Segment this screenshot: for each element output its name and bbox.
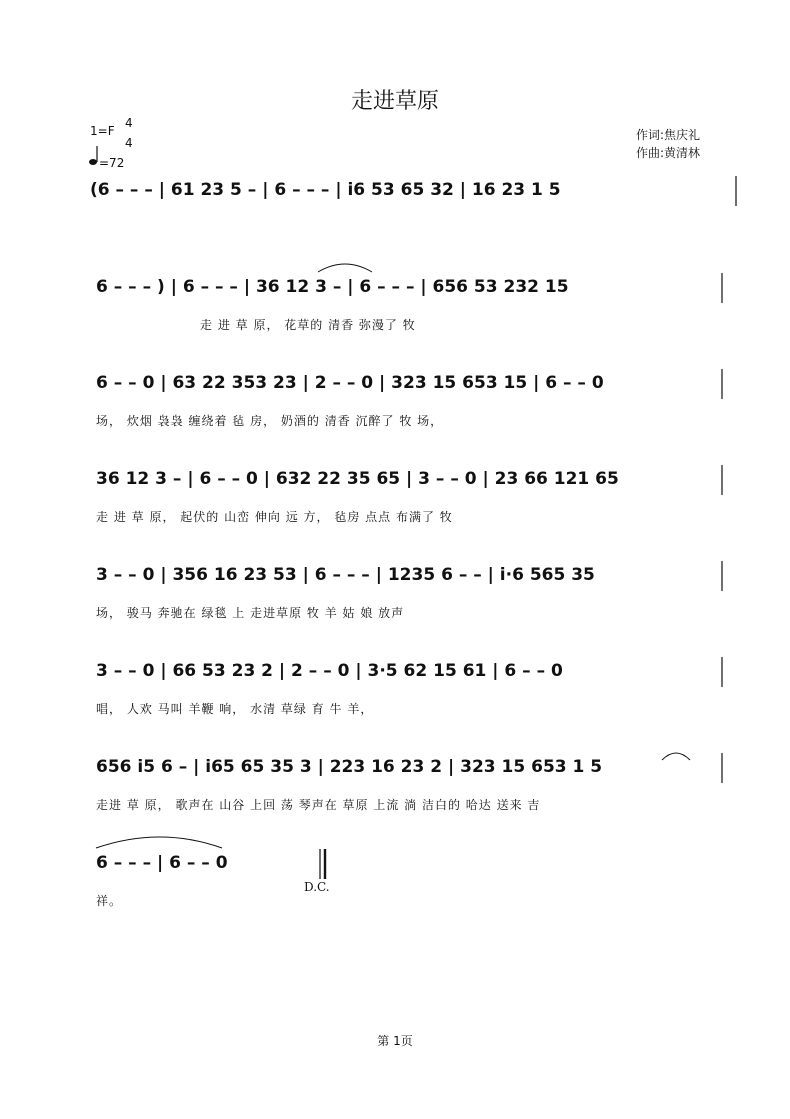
lyrics-line-8: 祥。: [96, 894, 123, 908]
tempo-marking: =72: [99, 156, 125, 170]
lyricist-credit: 作词:焦庆礼: [636, 128, 701, 142]
lyrics-line-2: 走 进 草 原， 花草的 清香 弥漫了 牧: [200, 318, 416, 332]
page-number: 第 1页: [377, 1034, 413, 1048]
slur-line-2: [318, 264, 372, 272]
quarter-note-icon: [89, 146, 97, 165]
lyrics-line-3: 场， 炊烟 袅袅 缠绕着 毡 房， 奶酒的 清香 沉醉了 牧 场，: [96, 414, 444, 428]
notation-line-4: 36 12 3 – | 6 – – 0 | 632 22 35 65 | 3 – – 0 | 23 66 121 65: [96, 469, 619, 489]
dc-marking: D.C.: [304, 880, 330, 894]
notation-line-2: 6 – – – ) | 6 – – – | 36 12 3 – | 6 – – – | 656 53 232 15: [96, 277, 569, 297]
notation-line-8: 6 – – – | 6 – – 0: [96, 853, 228, 873]
song-title: 走进草原: [350, 89, 439, 114]
lyrics-line-6: 唱， 人欢 马叫 羊鞭 响， 水清 草绿 育 牛 羊，: [96, 702, 374, 716]
lyrics-line-5: 场， 骏马 奔驰在 绿毯 上 走进草原 牧 羊 姑 娘 放声: [96, 606, 405, 620]
lyrics-line-7: 走进 草 原， 歌声在 山谷 上回 荡 琴声在 草原 上流 淌 洁白的 哈达 送来 吉: [96, 798, 541, 812]
time-signature-bottom: 4: [125, 136, 133, 150]
notation-line-6: 3 – – 0 | 66 53 23 2 | 2 – – 0 | 3·5 62 15 61 | 6 – – 0: [96, 661, 563, 681]
composer-credit: 作曲:黄清林: [636, 146, 701, 160]
slur-line-7: [662, 753, 690, 760]
slur-line-8: [96, 837, 222, 848]
time-signature-top: 4: [125, 116, 133, 130]
key-signature: 1=F: [90, 124, 115, 138]
notation-line-1: (6 – – – | 61 23 5 – | 6 – – – | i6 53 65 32 | 16 23 1 5: [90, 180, 561, 200]
notation-line-5: 3 – – 0 | 356 16 23 53 | 6 – – – | 1235 6 – – | i·6 565 35: [96, 565, 595, 585]
notation-line-7: 656 i5 6 – | i65 65 35 3 | 223 16 23 2 | 323 15 653 1 5: [96, 757, 603, 777]
notation-line-3: 6 – – 0 | 63 22 353 23 | 2 – – 0 | 323 15 653 15 | 6 – – 0: [96, 373, 604, 393]
lyrics-line-4: 走 进 草 原， 起伏的 山峦 伸向 远 方， 毡房 点点 布满了 牧: [96, 510, 453, 524]
